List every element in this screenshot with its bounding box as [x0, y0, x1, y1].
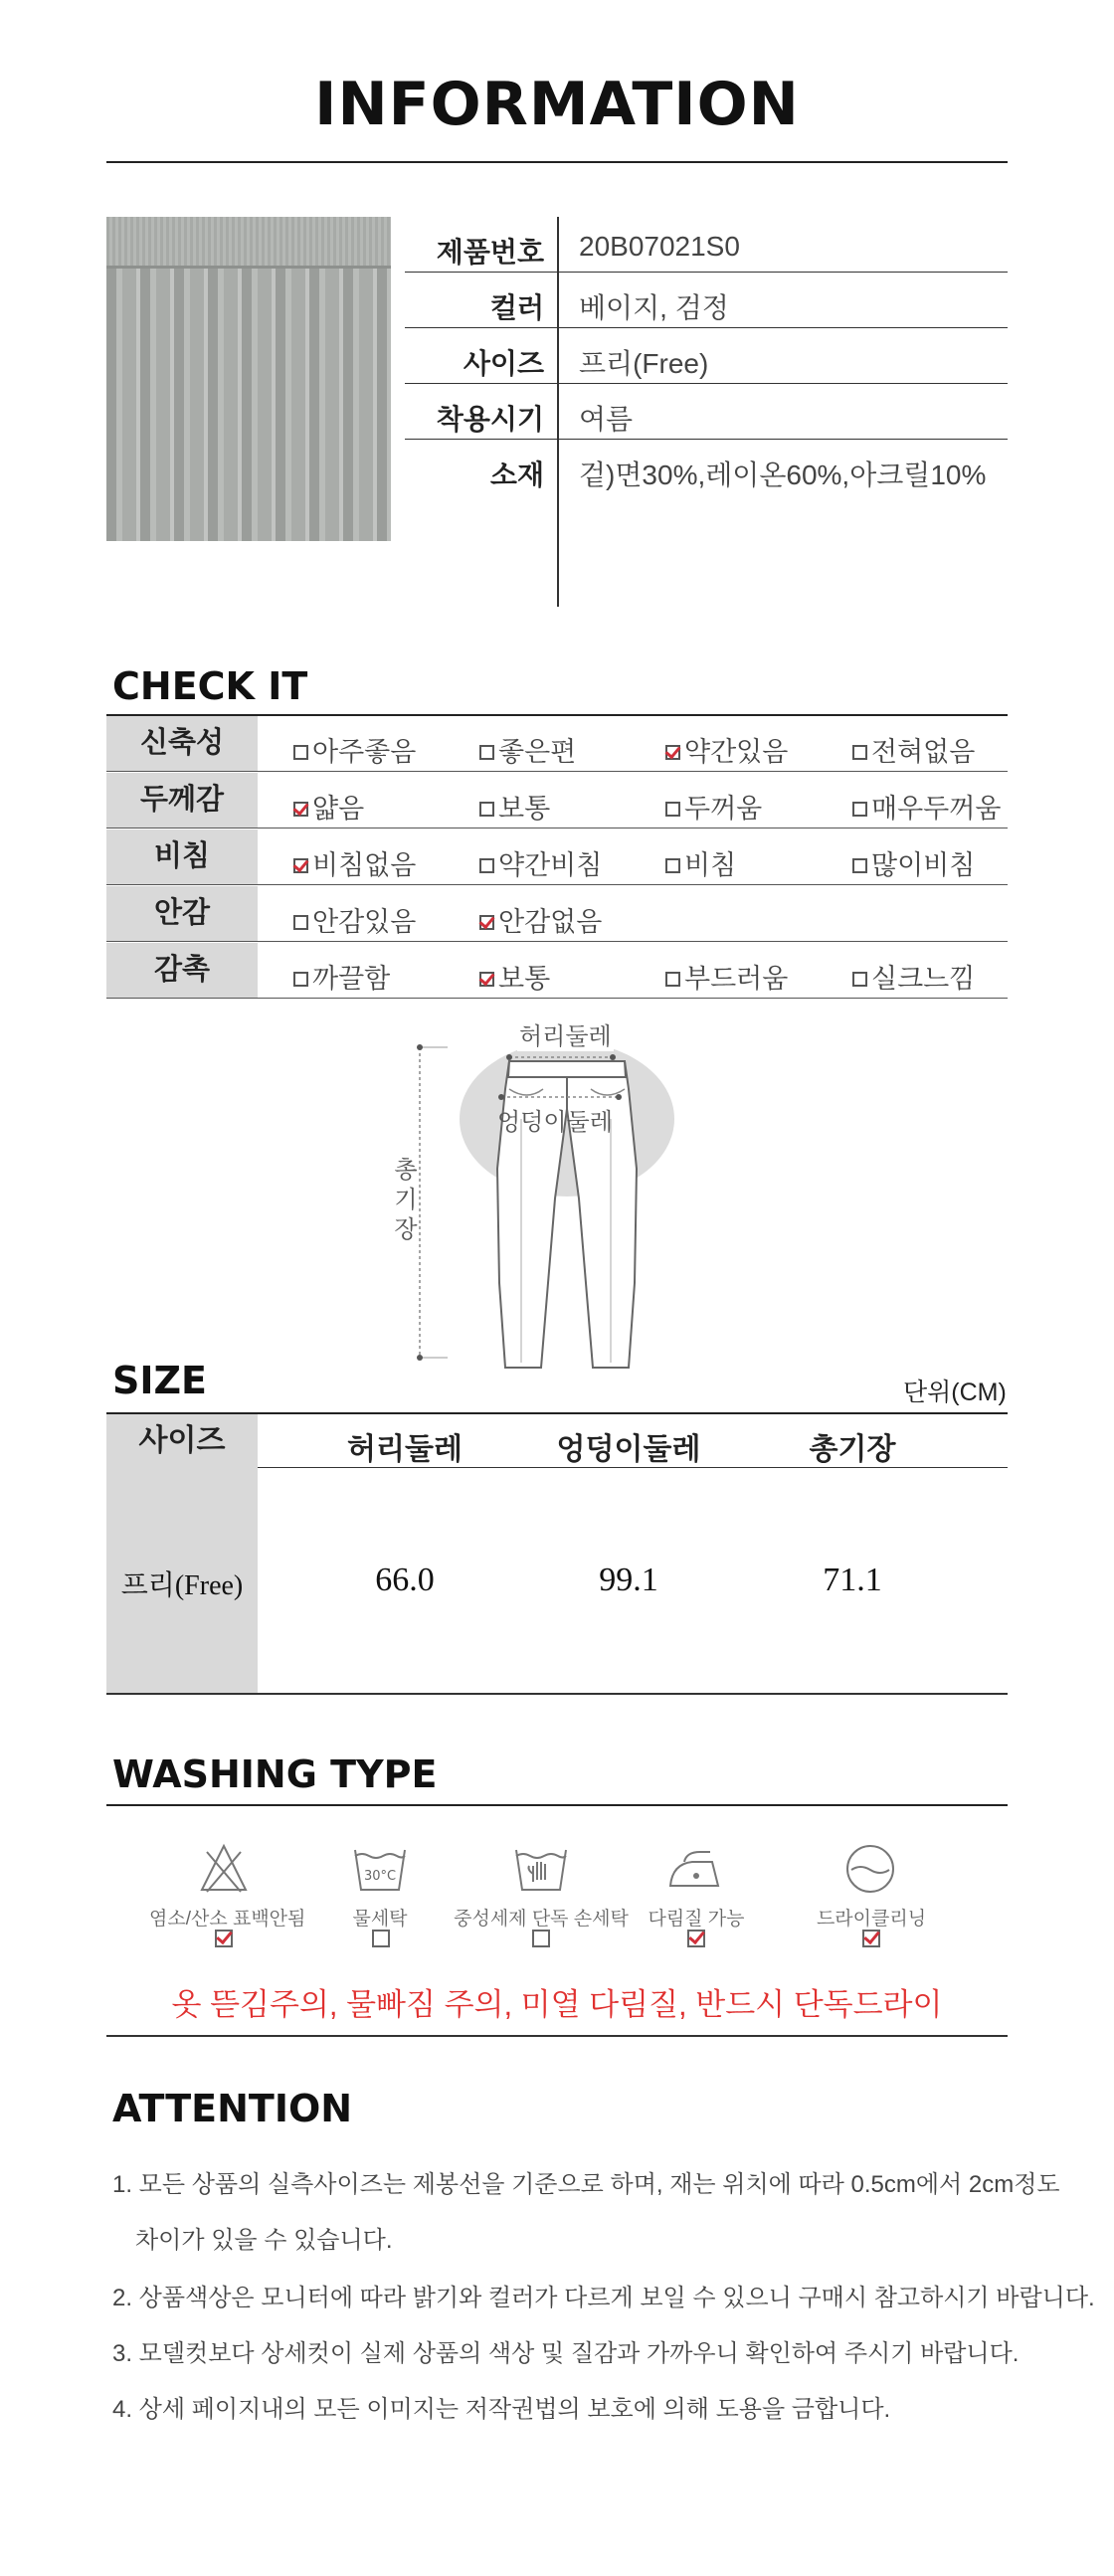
check-label: 신축성 [106, 716, 258, 771]
info-row-product-number [405, 217, 1008, 273]
check-row-stretch [106, 716, 1008, 772]
attention-heading: ATTENTION [112, 2087, 353, 2130]
info-row-color [405, 273, 1008, 328]
info-value: 여름 [579, 404, 634, 435]
checkbox-icon [665, 802, 680, 817]
size-unit: 단위(CM) [903, 1379, 1007, 1406]
info-label: 사이즈 [463, 348, 544, 379]
checkbox-icon [852, 858, 867, 873]
checkbox-icon [852, 802, 867, 817]
size-header-cell: 엉덩이둘레 [556, 1433, 701, 1466]
info-value: 베이지, 검정 [579, 292, 729, 323]
check-option: 실크느낌 [852, 957, 975, 996]
check-option: 두꺼움 [665, 787, 762, 826]
check-row-sheerness [106, 829, 1008, 885]
check-option: 전혀없음 [852, 730, 975, 769]
size-header-cell: 사이즈 [106, 1414, 258, 1470]
check-row-thickness [106, 773, 1008, 828]
length-label: 총 기 장 [394, 1157, 418, 1243]
info-label: 제품번호 [436, 237, 544, 268]
check-option: 보통 [479, 957, 550, 996]
check-option: 까끌함 [293, 957, 390, 996]
hand-wash-icon [513, 1842, 569, 1896]
dry-clean-icon [843, 1842, 897, 1896]
check-row-texture [106, 943, 1008, 999]
check-option: 좋은편 [479, 730, 576, 769]
checked-checkbox-icon [862, 1930, 880, 1947]
checkbox-icon [479, 858, 494, 873]
check-option: 부드러움 [665, 957, 788, 996]
checkbox-icon [665, 972, 680, 987]
product-fabric-photo [106, 217, 391, 541]
size-value-waist: 66.0 [375, 1562, 435, 1598]
checkbox-icon [293, 745, 308, 760]
size-value-hip: 99.1 [599, 1562, 658, 1598]
attention-line: 2. 상품색상은 모니터에 따라 밝기와 컬러가 다르게 보일 수 있으니 구매시 참고하시기 바랍니다. [112, 2285, 1095, 2311]
check-option: 얇음 [293, 787, 364, 826]
check-option: 매우두꺼움 [852, 787, 1001, 826]
checkbox-icon [293, 972, 308, 987]
washing-top-rule [106, 1804, 1008, 1806]
wash-30c-icon [352, 1842, 408, 1896]
size-header-cell: 총기장 [809, 1433, 896, 1466]
page-title: INFORMATION [314, 70, 800, 139]
check-heading: CHECK IT [112, 664, 308, 708]
check-option: 약간있음 [665, 730, 788, 769]
check-option: 비침없음 [293, 843, 416, 882]
checked-checkbox-icon [215, 1930, 233, 1947]
checked-checkbox-icon [665, 745, 680, 760]
check-option: 안감있음 [293, 900, 416, 939]
checked-checkbox-icon [479, 915, 494, 930]
wash-label-machine-wash: 물세탁 [352, 1909, 408, 1930]
checked-checkbox-icon [293, 858, 308, 873]
check-option: 약간비침 [479, 843, 602, 882]
checkbox-icon [479, 802, 494, 817]
iron-icon [664, 1842, 724, 1896]
checkbox-icon [293, 915, 308, 930]
waist-label: 허리둘레 [517, 1016, 614, 1051]
washing-bottom-rule [106, 2035, 1008, 2037]
info-row-material [405, 440, 1008, 495]
size-table-header [106, 1412, 1008, 1468]
wash-label-iron: 다림질 가능 [648, 1909, 745, 1930]
no-bleach-icon [199, 1842, 249, 1896]
checkbox-icon [852, 745, 867, 760]
checked-checkbox-icon [479, 972, 494, 987]
check-option: 안감없음 [479, 900, 602, 939]
info-row-season [405, 384, 1008, 440]
svg-text:30°C: 30°C [363, 1869, 397, 1884]
info-label: 소재 [489, 460, 544, 490]
check-option: 아주좋음 [293, 730, 416, 769]
checkbox-icon [372, 1930, 390, 1947]
attention-line: 4. 상세 페이지내의 모든 이미지는 저작권법의 보호에 의해 도용을 금합니다. [112, 2396, 891, 2423]
checkbox-icon [852, 972, 867, 987]
attention-line: 3. 모델컷보다 상세컷이 실제 상품의 색상 및 질감과 가까우니 확인하여 주시기 바랍니다. [112, 2340, 1020, 2367]
title-divider [106, 161, 1008, 163]
pants-measurement-diagram [398, 1019, 696, 1378]
checked-checkbox-icon [293, 802, 308, 817]
checkbox-icon [665, 858, 680, 873]
info-value: 20B07021S0 [579, 231, 740, 262]
checked-checkbox-icon [687, 1930, 705, 1947]
size-header-cell: 허리둘레 [347, 1433, 463, 1466]
info-label: 컬러 [489, 292, 544, 323]
info-row-size [405, 328, 1008, 384]
check-row-lining [106, 886, 1008, 942]
info-label: 착용시기 [436, 404, 544, 435]
check-option: 보통 [479, 787, 550, 826]
size-table-row [106, 1470, 1008, 1695]
check-label: 비침 [106, 829, 258, 884]
hip-label: 엉덩이둘레 [497, 1109, 613, 1136]
washing-heading: WASHING TYPE [112, 1752, 438, 1796]
attention-line: 차이가 있을 수 있습니다. [135, 2227, 393, 2254]
wash-label-no-bleach: 염소/산소 표백안됨 [149, 1909, 306, 1930]
check-label: 두께감 [106, 773, 258, 828]
checkbox-icon [532, 1930, 550, 1947]
wash-label-dry-clean: 드라이클리닝 [816, 1909, 927, 1930]
attention-line: 1. 모든 상품의 실측사이즈는 제봉선을 기준으로 하며, 재는 위치에 따라 0.5cm에서 2cm정도 [112, 2171, 1060, 2198]
info-value: 겉)면30%,레이온60%,아크릴10% [579, 460, 987, 490]
size-row-name: 프리(Free) [120, 1570, 244, 1601]
size-value-length: 71.1 [823, 1562, 882, 1598]
checkbox-icon [479, 745, 494, 760]
wash-label-hand-wash: 중성세제 단독 손세탁 [454, 1909, 629, 1930]
info-value: 프리(Free) [579, 348, 709, 379]
care-warning: 옷 뜯김주의, 물빠짐 주의, 미열 다림질, 반드시 단독드라이 [171, 1987, 943, 2022]
check-option: 많이비침 [852, 843, 975, 882]
size-heading: SIZE [112, 1359, 208, 1402]
check-label: 감촉 [106, 943, 258, 998]
check-option: 비침 [665, 843, 736, 882]
check-label: 안감 [106, 886, 258, 941]
